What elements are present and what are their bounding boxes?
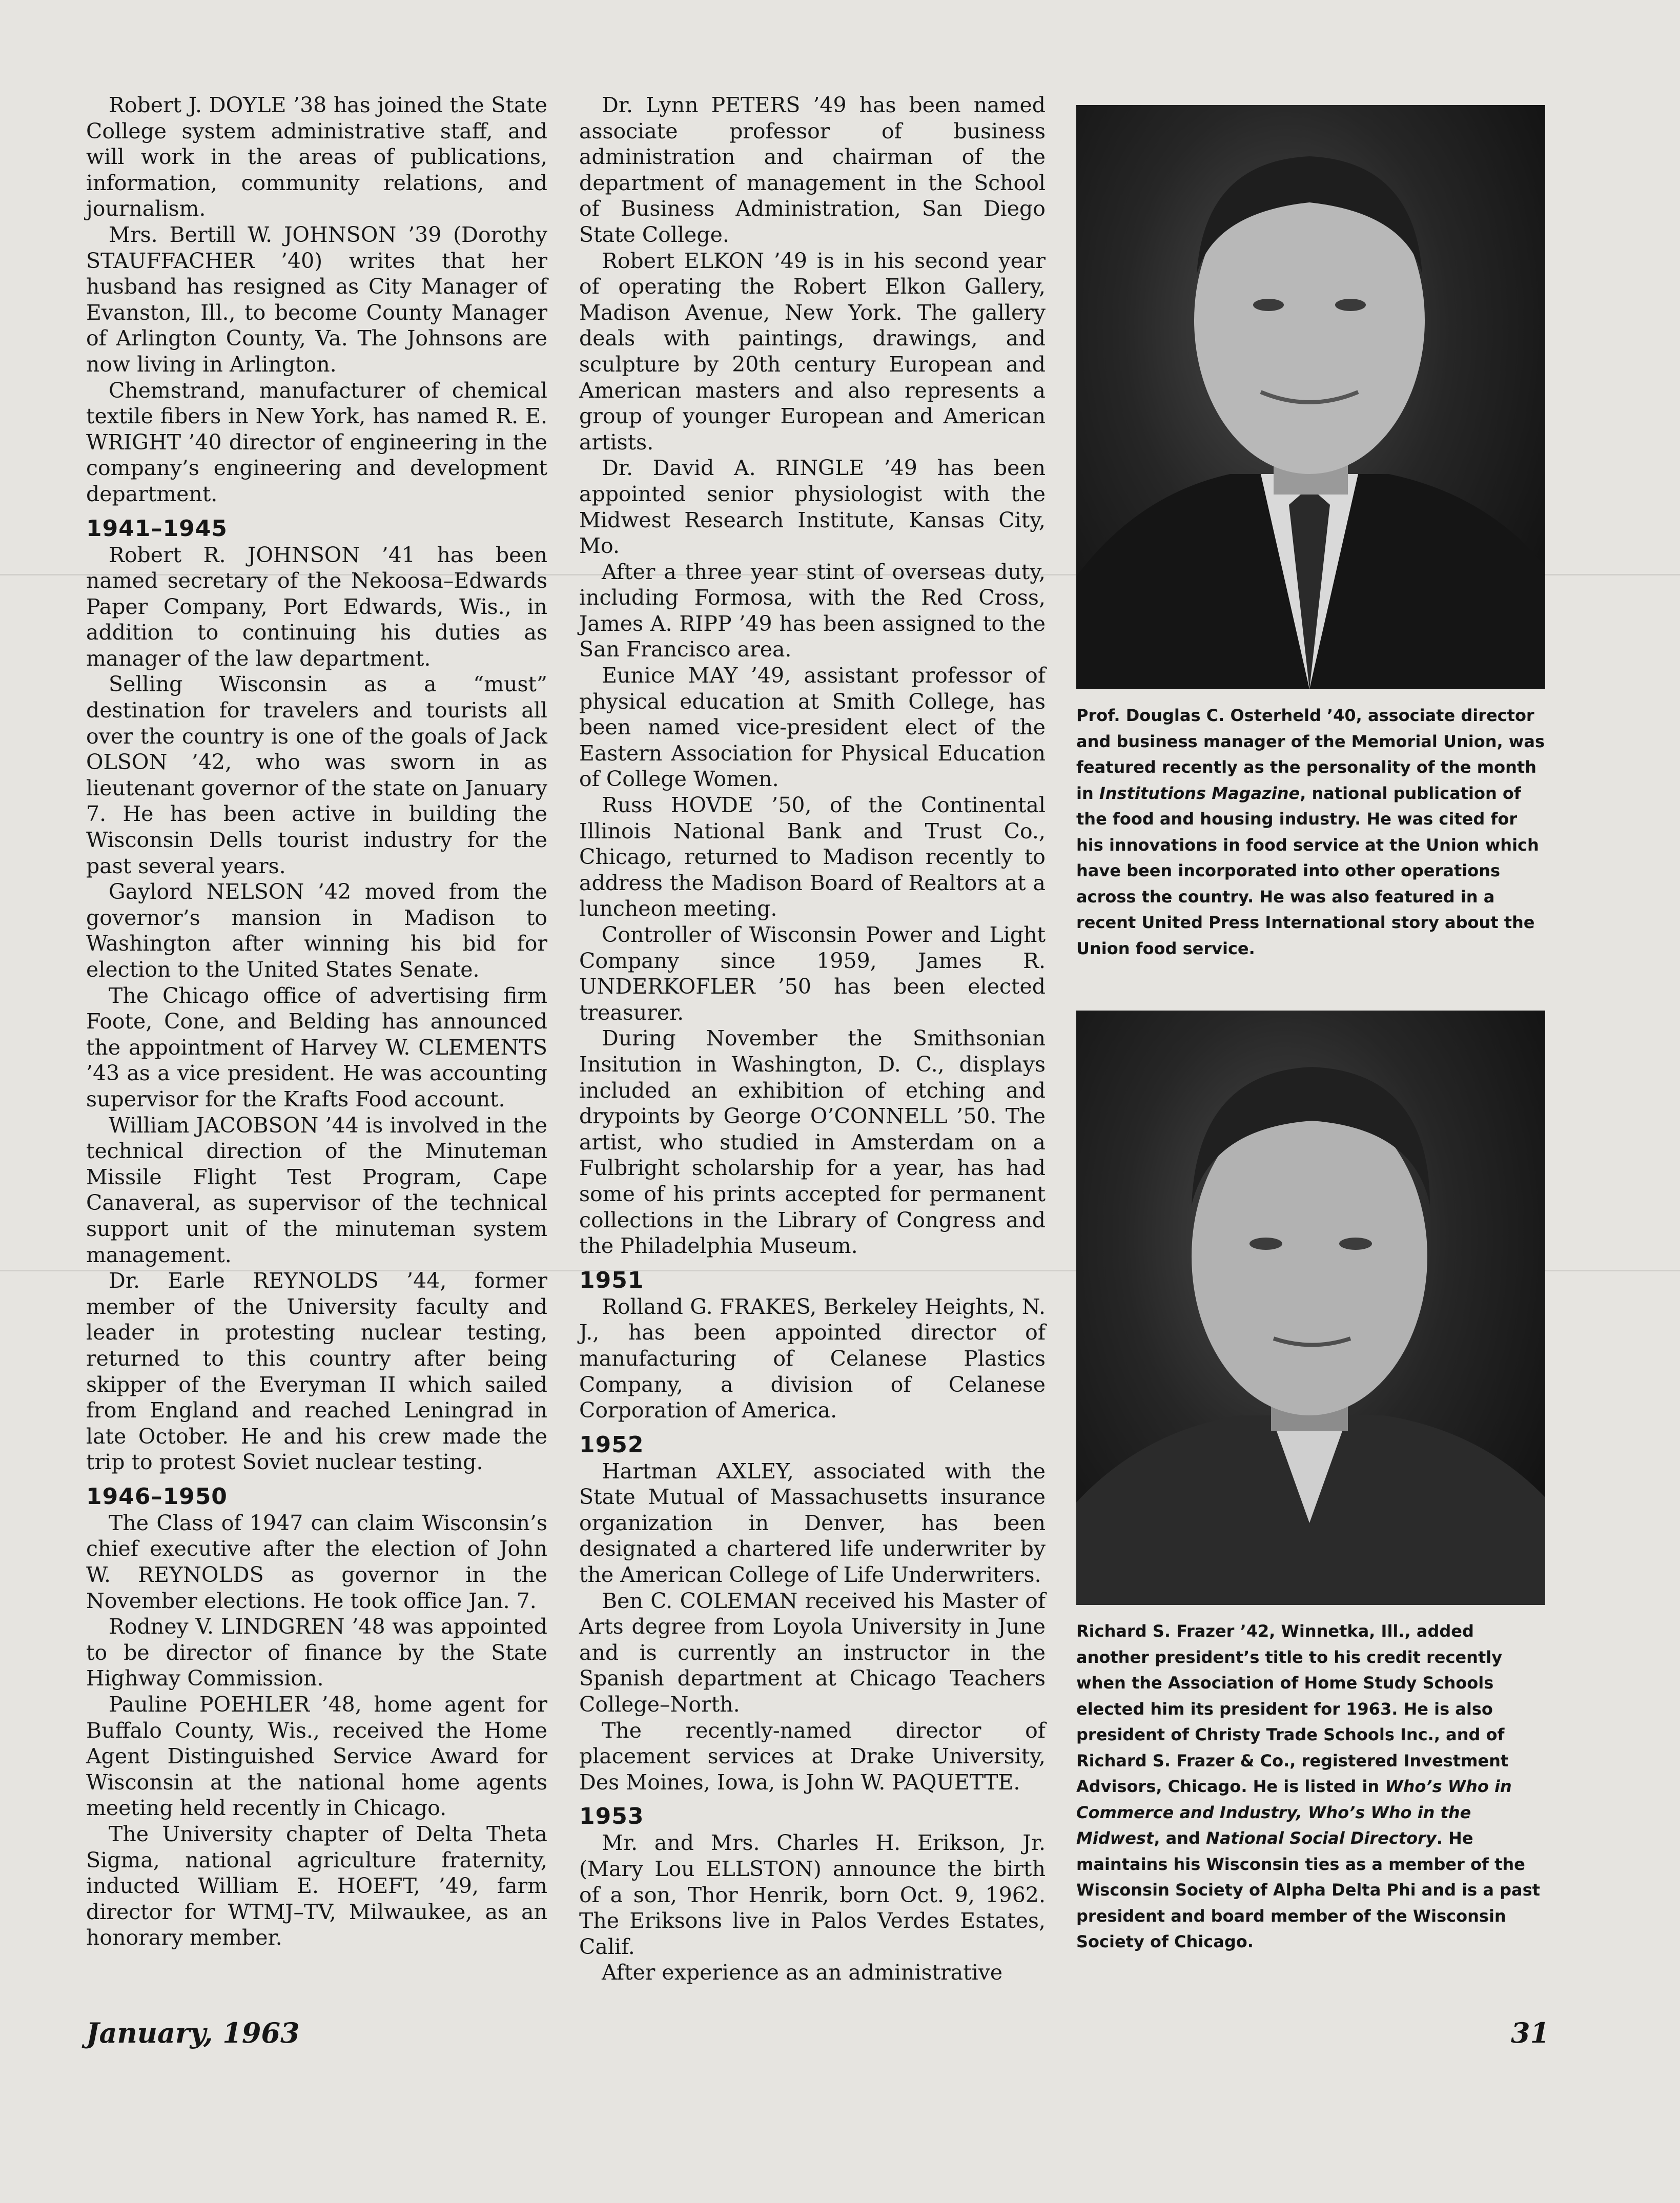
caption1-text-a: Prof. Douglas C. Osterheld ’40, associate director and business manager of the Memorial Union, was featured recently as the personality of the month in	[1076, 706, 1545, 803]
class-year-heading: 1952	[579, 1431, 644, 1458]
caption1-italic-magazine: Institutions Magazine	[1099, 783, 1300, 803]
news-paragraph: During November the Smithsonian Insitution in Washington, D. C., displays included an exhibition of etching and drypoints by George O’CONNELL ’50. The artist, who studied in Amsterdam on a Fulbright scholarship for a year, has had some of his prints accepted for permanent collections in the Library of Congress and the Philadelphia Museum.	[579, 1026, 1046, 1259]
news-paragraph: Hartman AXLEY, associated with the State Mutual of Massachusetts insurance organization in Denver, has been designated a chartered life underwriter by the American College of Life Underwriters.	[579, 1458, 1046, 1588]
news-paragraph: Robert R. JOHNSON ’41 has been named secretary of the Nekoosa–Edwards Paper Company, Port Edwards, Wis., in addition to continuing his duties as manager of the law department.	[86, 542, 547, 671]
news-paragraph: Eunice MAY ’49, assistant professor of physical education at Smith College, has been named vice-president elect of the Eastern Association for Physical Education of College Women.	[579, 663, 1046, 792]
news-paragraph: William JACOBSON ’44 is involved in the technical direction of the Minuteman Missile Flight Test Program, Cape Canaveral, as supervisor of the technical support unit of the minuteman system management.	[86, 1113, 547, 1267]
class-year-heading: 1951	[579, 1267, 644, 1293]
caption2-italic-social-directory: National Social Directory	[1206, 1828, 1437, 1848]
news-paragraph: Controller of Wisconsin Power and Light Company since 1959, James R. UNDERKOFLER ’50 has been elected treasurer.	[579, 922, 1046, 1025]
news-paragraph: Mr. and Mrs. Charles H. Erikson, Jr. (Mary Lou ELLSTON) announce the birth of a son, Thor Henrik, born Oct. 9, 1962. The Eriksons live in Palos Verdes Estates, Calif.	[579, 1830, 1046, 1959]
portrait-silhouette-1	[1076, 105, 1545, 689]
news-paragraph: Dr. Earle REYNOLDS ’44, former member of the University faculty and leader in protesting nuclear testing, returned to this country after being skipper of the Everyman II which sailed from England and reached Leningrad in late October. He and his crew made the trip to protest Soviet nuclear testing.	[86, 1268, 547, 1475]
class-year-heading: 1946–1950	[86, 1483, 228, 1510]
class-year-heading: 1953	[579, 1803, 644, 1830]
middle-text-column	[579, 92, 1046, 1986]
news-paragraph: Robert J. DOYLE ’38 has joined the State College system administrative staff, and will work in the areas of publications, information, community relations, and journalism.	[86, 93, 547, 221]
photo1-caption	[1076, 703, 1545, 961]
caption2-text-e: . He maintains his Wisconsin ties as a member of the Wisconsin Society of Alpha Delta Phi and is a past president and board member of the Wisconsin Society of Chicago.	[1076, 1828, 1540, 1951]
news-paragraph: Gaylord NELSON ’42 moved from the governor’s mansion in Madison to Washington after winning his bid for election to the United States Senate.	[86, 879, 547, 982]
news-paragraph: Pauline POEHLER ’48, home agent for Buffalo County, Wis., received the Home Agent Distinguished Service Award for Wisconsin at the national home agents meeting held recently in Chicago.	[86, 1692, 547, 1821]
caption2-text-c: , and	[1154, 1828, 1206, 1848]
news-paragraph: The Chicago office of advertising firm Foote, Cone, and Belding has announced the appointment of Harvey W. CLEMENTS ’43 as a vice president. He was accounting supervisor for the Krafts Food account.	[86, 983, 547, 1111]
news-paragraph: After experience as an administrative	[602, 1960, 1003, 1985]
footer-page-number: 31	[1511, 2016, 1550, 2049]
caption1-text-c: , national publication of the food and housing industry. He was cited for his innovations in food service at the Union which have been incorporated into other operations across the country. He was also featured in a recent United Press International story about the Union food service.	[1076, 783, 1539, 958]
news-paragraph: Rolland G. FRAKES, Berkeley Heights, N. J., has been appointed director of manufacturing of Celanese Plastics Company, a division of Celanese Corporation of America.	[579, 1294, 1046, 1423]
news-paragraph: Selling Wisconsin as a “must” destination for travelers and tourists all over the country is one of the goals of Jack OLSON ’42, who was sworn in as lieutenant governor of the state on January 7. He has been active in building the Wisconsin Dells tourist industry for the past several years.	[86, 672, 547, 878]
news-paragraph: Robert ELKON ’49 is in his second year of operating the Robert Elkon Gallery, Madison Avenue, New York. The gallery deals with paintings, drawings, and sculpture by 20th century European and American masters and also represents a group of younger European and American artists.	[579, 248, 1046, 455]
news-paragraph: Dr. Lynn PETERS ’49 has been named associate professor of business administration and chairman of the department of management in the School of Business Administration, San Diego State College.	[579, 93, 1046, 247]
portrait-photo-osterheld	[1076, 105, 1545, 689]
news-paragraph: The recently-named director of placement services at Drake University, Des Moines, Iowa, is John W. PAQUETTE.	[579, 1718, 1046, 1795]
news-paragraph: Mrs. Bertill W. JOHNSON ’39 (Dorothy STAUFFACHER ’40) writes that her husband has resigned as City Manager of Evanston, Ill., to become County Manager of Arlington County, Va. The Johnsons are now living in Arlington.	[86, 222, 547, 377]
news-paragraph: Russ HOVDE ’50, of the Continental Illinois National Bank and Trust Co., Chicago, returned to Madison recently to address the Madison Board of Realtors at a luncheon meeting.	[579, 793, 1046, 921]
news-paragraph: Chemstrand, manufacturer of chemical textile fibers in New York, has named R. E. WRIGHT ’40 director of engineering in the company’s engineering and development department.	[86, 378, 547, 506]
class-year-heading: 1941–1945	[86, 515, 228, 542]
left-text-column	[86, 92, 547, 1951]
caption2-italic-directories: Who’s Who in Commerce and Industry, Who’s Who in the Midwest	[1076, 1777, 1512, 1848]
footer-issue-date: January, 1963	[86, 2016, 300, 2049]
news-paragraph: Rodney V. LINDGREN ’48 was appointed to be director of finance by the State Highway Commission.	[86, 1614, 547, 1691]
news-paragraph: The University chapter of Delta Theta Sigma, national agriculture fraternity, inducted William E. HOEFT, ’49, farm director for WTMJ–TV, Milwaukee, as an honorary member.	[86, 1822, 547, 1950]
news-paragraph: Dr. David A. RINGLE ’49 has been appointed senior physiologist with the Midwest Research Institute, Kansas City, Mo.	[579, 456, 1046, 559]
caption2-text-a: Richard S. Frazer ’42, Winnetka, Ill., added another president’s title to his credit recently when the Association of Home Study Schools elected him its president for 1963. He is also president of Christy Trade Schools Inc., and of Richard S. Frazer & Co., registered Investment Advisors, Chicago. He is listed in	[1076, 1621, 1509, 1796]
news-paragraph: The Class of 1947 can claim Wisconsin’s chief executive after the election of John W. REYNOLDS as governor in the November elections. He took office Jan. 7.	[86, 1510, 547, 1613]
photo2-caption	[1076, 1618, 1545, 1955]
portrait-photo-frazer	[1076, 1011, 1545, 1605]
photo-column	[1076, 105, 1545, 1955]
news-paragraph: After a three year stint of overseas duty, including Formosa, with the Red Cross, James A. RIPP ’49 has been assigned to the San Francisco area.	[579, 559, 1046, 662]
portrait-silhouette-2	[1076, 1011, 1545, 1605]
news-paragraph: Ben C. COLEMAN received his Master of Arts degree from Loyola University in June and is currently an instructor in the Spanish department at Chicago Teachers College–North.	[579, 1588, 1046, 1717]
